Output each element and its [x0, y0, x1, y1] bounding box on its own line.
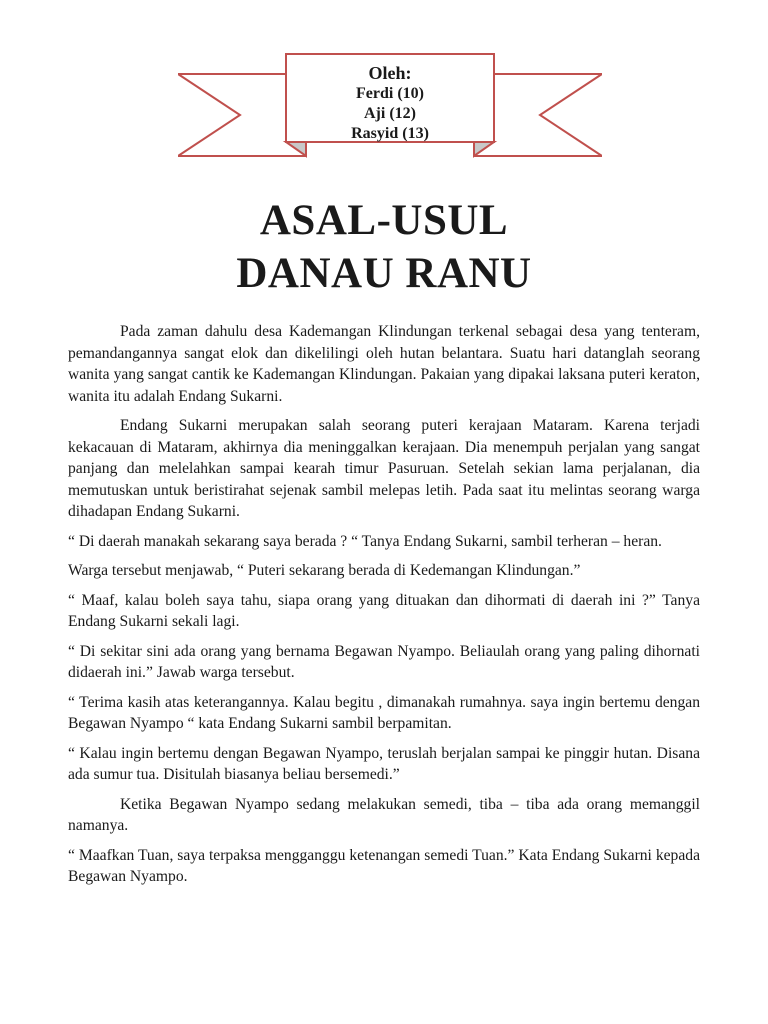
dialogue-paragraph: “ Maafkan Tuan, saya terpaksa mengganggu ketenangan semedi Tuan.” Kata Endang Sukarni kepada Begawan Nyampo. — [68, 846, 700, 885]
dialogue-paragraph: “ Di daerah manakah sekarang saya berada ? “ Tanya Endang Sukarni, sambil terheran – heran. — [68, 532, 662, 550]
dialogue-paragraph: Warga tersebut menjawab, “ Puteri sekarang berada di Kedemangan Klindungan.” — [68, 562, 581, 579]
document-title — [0, 194, 768, 300]
author-name: Rasyid (13) — [351, 125, 429, 142]
paragraph: Pada zaman dahulu desa Kademangan Klindungan terkenal sebagai desa yang tenteram, pemandangannya sangat elok dan dikelilingi oleh hutan belantara. Suatu hari datanglah seorang wanita yang sangat cantik ke Kademangan Klindungan. Pakaian yang dipakai laksana puteri keraton, wanita itu adalah Endang Sukarni. — [68, 323, 700, 405]
author-name: Ferdi (10) — [356, 85, 424, 102]
dialogue-paragraph: “ Maaf, kalau boleh saya tahu, siapa orang yang dituakan dan dihormati di daerah ini ?” Tanya Endang Sukarni sekali lagi. — [68, 591, 700, 630]
dialogue-paragraph: “ Di sekitar sini ada orang yang bernama Begawan Nyampo. Beliaulah orang yang paling dihornati didaerah ini.” Jawab warga tersebut. — [68, 642, 700, 681]
story-body — [68, 321, 700, 896]
paragraph: Endang Sukarni merupakan salah seorang puteri kerajaan Mataram. Karena terjadi kekacauan di Mataram, akhirnya dia meninggalkan kerajaan. Dia menempuh perjalan yang sangat panjang dan melelahkan sampai kearah timur Pasuruan. Setelah sekian lama perjalanan, dia memutuskan untuk beristirahat sejenak sambil melepas letih. Pada saat itu melintas seorang warga dihadapan Endang Sukarni. — [68, 417, 700, 520]
dialogue-paragraph: “ Terima kasih atas keterangannya. Kalau begitu , dimanakah rumahnya. saya ingin bertemu dengan Begawan Nyampo “ kata Endang Sukarni sambil berpamitan. — [68, 693, 700, 732]
author-credits — [290, 62, 490, 144]
author-banner — [178, 50, 602, 166]
byline-label: Oleh: — [368, 63, 412, 83]
dialogue-paragraph: “ Kalau ingin bertemu dengan Begawan Nyampo, teruslah berjalan sampai ke pinggir hutan. Disana ada sumur tua. Disitulah biasanya beliau bersemedi.” — [68, 744, 700, 783]
title-line-2: DANAU RANU — [236, 250, 532, 297]
title-line-1: ASAL-USUL — [259, 197, 509, 244]
author-name: Aji (12) — [364, 105, 416, 122]
paragraph: Ketika Begawan Nyampo sedang melakukan semedi, tiba – tiba ada orang memanggil namanya. — [68, 795, 700, 834]
